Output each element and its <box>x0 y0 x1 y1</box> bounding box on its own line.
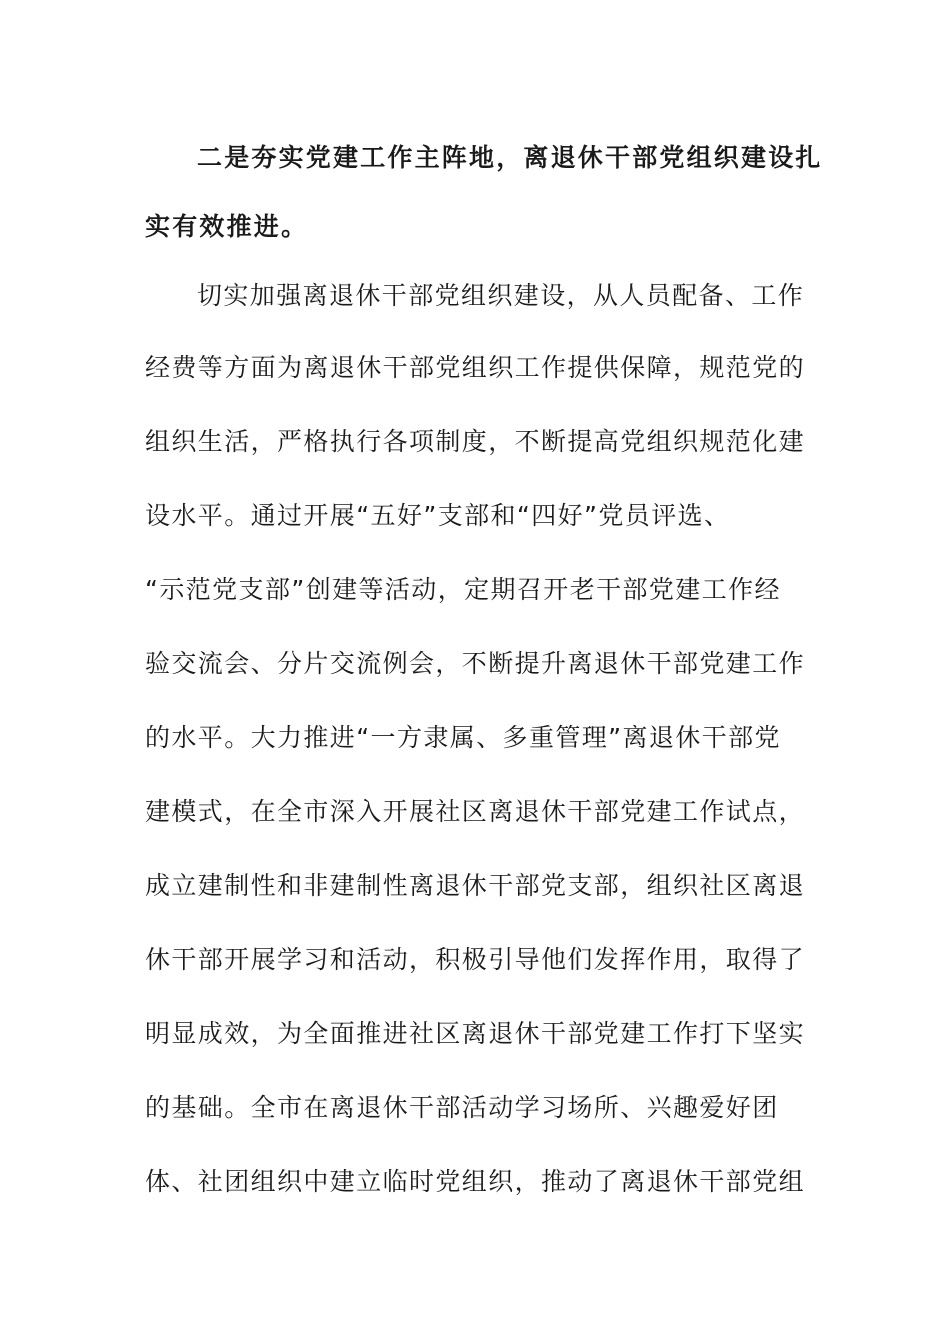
body-line-7: 的水平。大力推进“一方隶属、多重管理”离退休干部党 <box>145 723 781 752</box>
body-line-12: 的基础。全市在离退休干部活动学习场所、兴趣爱好团 <box>145 1093 779 1122</box>
body-line-10: 休干部开展学习和活动，积极引导他们发挥作用，取得了 <box>145 945 806 974</box>
body-line-5: “示范党支部”创建等活动，定期召开老干部党建工作经 <box>145 575 781 604</box>
body-line-8: 建模式，在全市深入开展社区离退休干部党建工作试点， <box>145 797 806 826</box>
body-line-6: 验交流会、分片交流例会，不断提升离退休干部党建工作 <box>145 649 806 678</box>
body-line-13: 体、社团组织中建立临时党组织，推动了离退休干部党组 <box>145 1167 806 1196</box>
body-line-2: 经费等方面为离退休干部党组织工作提供保障，规范党的 <box>145 353 806 382</box>
body-line-4: 设水平。通过开展“五好”支部和“四好”党员评选、 <box>145 501 731 530</box>
body-line-1: 切实加强离退休干部党组织建设，从人员配备、工作 <box>197 281 805 310</box>
heading-line-1: 二是夯实党建工作主阵地，离退休干部党组织建设扎 <box>197 143 823 172</box>
heading-line-2: 实有效推进。 <box>145 212 309 241</box>
body-line-3: 组织生活，严格执行各项制度，不断提高党组织规范化建 <box>145 427 806 456</box>
body-line-11: 明显成效，为全面推进社区离退休干部党建工作打下坚实 <box>145 1019 806 1048</box>
body-line-9: 成立建制性和非建制性离退休干部党支部，组织社区离退 <box>145 871 806 900</box>
